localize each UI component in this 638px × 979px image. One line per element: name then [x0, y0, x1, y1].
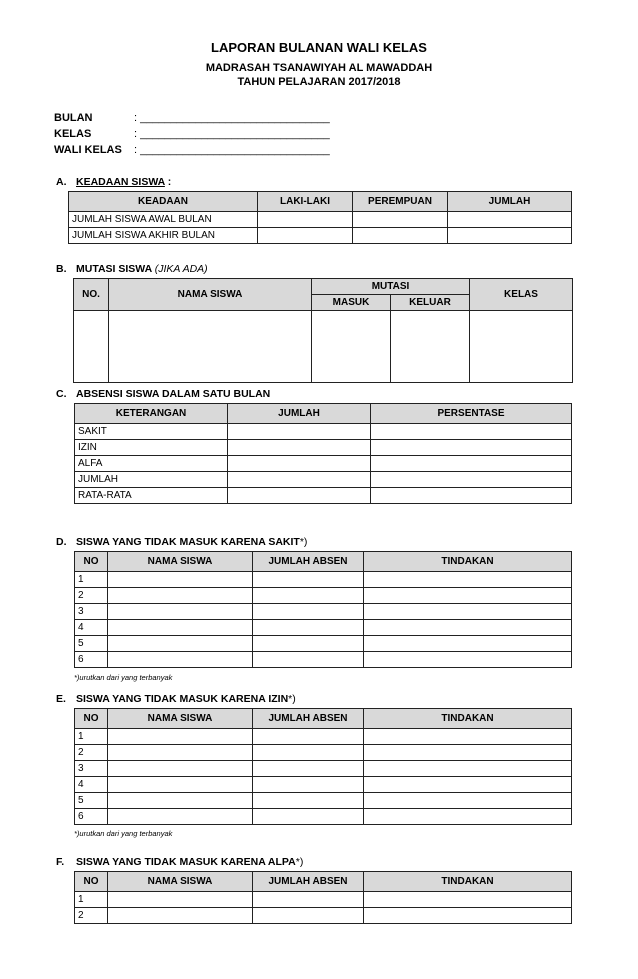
absensi-siswa-table — [74, 403, 572, 504]
table-header-row — [74, 279, 573, 295]
table-cell[interactable] — [253, 652, 364, 668]
column-header: NO — [75, 552, 108, 572]
table-cell[interactable] — [253, 588, 364, 604]
section-heading: ABSENSI SISWA DALAM SATU BULAN — [76, 388, 271, 400]
table-cell[interactable] — [391, 311, 470, 383]
row-number: 1 — [75, 729, 108, 745]
table-cell[interactable] — [448, 212, 572, 228]
table-cell[interactable] — [364, 652, 572, 668]
table-cell[interactable] — [364, 620, 572, 636]
section-letter: D. — [56, 536, 67, 548]
sakit-table — [74, 551, 572, 668]
row-number: 1 — [75, 892, 108, 908]
table-cell[interactable] — [108, 588, 253, 604]
table-cell[interactable] — [108, 745, 253, 761]
info-wali-kelas — [54, 144, 330, 156]
column-header: NAMA SISWA — [108, 709, 253, 729]
table-cell[interactable] — [364, 777, 572, 793]
column-header: PEREMPUAN — [353, 192, 448, 212]
row-number: 6 — [75, 652, 108, 668]
table-row — [75, 472, 572, 488]
column-header: JUMLAH ABSEN — [253, 552, 364, 572]
table-cell[interactable] — [253, 604, 364, 620]
academic-year: TAHUN PELAJARAN 2017/2018 — [237, 76, 401, 88]
table-cell[interactable] — [353, 228, 448, 244]
section-letter: B. — [56, 263, 67, 275]
table-cell[interactable] — [253, 745, 364, 761]
table-cell[interactable] — [253, 572, 364, 588]
table-row — [75, 745, 572, 761]
school-name: MADRASAH TSANAWIYAH AL MAWADDAH — [205, 62, 433, 74]
row-number: 5 — [75, 636, 108, 652]
info-label: WALI KELAS — [54, 144, 122, 156]
table-cell[interactable] — [108, 620, 253, 636]
table-cell[interactable] — [364, 892, 572, 908]
mutasi-siswa-table — [73, 278, 573, 383]
table-cell[interactable] — [108, 908, 253, 924]
table-cell[interactable] — [253, 809, 364, 825]
table-cell[interactable] — [228, 456, 371, 472]
table-cell[interactable] — [371, 488, 572, 504]
table-cell[interactable] — [253, 620, 364, 636]
column-header: TINDAKAN — [364, 709, 572, 729]
table-cell[interactable] — [108, 892, 253, 908]
table-cell[interactable] — [364, 809, 572, 825]
column-header: NO. — [74, 279, 109, 311]
table-row — [75, 793, 572, 809]
section-heading: SISWA YANG TIDAK MASUK KARENA ALPA — [76, 856, 296, 868]
info-label: KELAS — [54, 128, 92, 140]
row-label: SAKIT — [75, 424, 228, 440]
row-number: 4 — [75, 620, 108, 636]
section-note: (JIKA ADA) — [154, 263, 208, 275]
section-letter: E. — [56, 693, 66, 705]
column-header: NAMA SISWA — [108, 552, 253, 572]
column-header: TINDAKAN — [364, 552, 572, 572]
table-cell[interactable] — [364, 604, 572, 620]
section-letter: C. — [56, 388, 67, 400]
row-number: 3 — [75, 604, 108, 620]
table-cell[interactable] — [228, 488, 371, 504]
table-cell[interactable] — [108, 777, 253, 793]
info-label: BULAN — [54, 112, 93, 124]
row-number: 2 — [75, 908, 108, 924]
table-cell[interactable] — [258, 228, 353, 244]
table-cell[interactable] — [108, 604, 253, 620]
table-row — [74, 311, 573, 383]
section-e-title — [56, 693, 296, 705]
info-value: : _______________________________ — [134, 128, 330, 140]
column-header: MUTASI — [312, 279, 470, 295]
table-row — [75, 777, 572, 793]
row-number: 5 — [75, 793, 108, 809]
section-f-title — [56, 856, 303, 868]
table-cell[interactable] — [364, 908, 572, 924]
table-row — [75, 892, 572, 908]
table-cell[interactable] — [108, 761, 253, 777]
table-cell[interactable] — [253, 793, 364, 809]
table-cell[interactable] — [371, 456, 572, 472]
column-header: JUMLAH — [448, 192, 572, 212]
section-suffix: : — [164, 176, 172, 188]
table-cell[interactable] — [312, 311, 391, 383]
table-cell[interactable] — [371, 424, 572, 440]
table-cell[interactable] — [253, 777, 364, 793]
table-cell[interactable] — [109, 311, 312, 383]
table-header-row — [75, 872, 572, 892]
table-cell[interactable] — [253, 908, 364, 924]
table-header-row — [69, 192, 572, 212]
report-title: LAPORAN BULANAN WALI KELAS — [211, 40, 427, 55]
table-cell[interactable] — [253, 892, 364, 908]
info-value: : _______________________________ — [134, 112, 330, 124]
table-row — [75, 440, 572, 456]
column-header: NAMA SISWA — [108, 872, 253, 892]
table-cell[interactable] — [353, 212, 448, 228]
table-row — [75, 809, 572, 825]
section-heading: MUTASI SISWA — [76, 263, 152, 275]
table-row — [69, 228, 572, 244]
row-label: JUMLAH SISWA AWAL BULAN — [69, 212, 258, 228]
table-cell[interactable] — [253, 729, 364, 745]
column-header: JUMLAH ABSEN — [253, 709, 364, 729]
section-a-title — [56, 176, 171, 188]
section-letter: A. — [56, 176, 67, 188]
table-cell[interactable] — [258, 212, 353, 228]
section-b-title — [56, 263, 208, 275]
column-header: JUMLAH ABSEN — [253, 872, 364, 892]
table-cell[interactable] — [364, 761, 572, 777]
row-number: 2 — [75, 588, 108, 604]
table-cell[interactable] — [364, 588, 572, 604]
footnote: *)urutkan dari yang terbanyak — [74, 829, 173, 838]
section-letter: F. — [56, 856, 65, 868]
table-cell[interactable] — [364, 729, 572, 745]
table-cell[interactable] — [448, 228, 572, 244]
section-d-title — [56, 536, 307, 548]
row-label: RATA-RATA — [75, 488, 228, 504]
alpa-table — [74, 871, 572, 924]
table-cell[interactable] — [364, 793, 572, 809]
table-row — [75, 588, 572, 604]
table-row — [75, 488, 572, 504]
row-label: JUMLAH — [75, 472, 228, 488]
footnote-mark: *) — [295, 856, 304, 868]
keadaan-siswa-table — [68, 191, 572, 244]
table-cell[interactable] — [470, 311, 573, 383]
table-cell[interactable] — [253, 636, 364, 652]
table-cell[interactable] — [108, 572, 253, 588]
row-number: 1 — [75, 572, 108, 588]
footnote-mark: *) — [299, 536, 308, 548]
table-cell[interactable] — [228, 440, 371, 456]
row-number: 2 — [75, 745, 108, 761]
row-number: 6 — [75, 809, 108, 825]
table-cell[interactable] — [74, 311, 109, 383]
table-cell[interactable] — [108, 652, 253, 668]
column-header: KELUAR — [391, 295, 470, 311]
table-cell[interactable] — [364, 572, 572, 588]
table-row — [75, 761, 572, 777]
table-cell[interactable] — [253, 761, 364, 777]
column-header: PERSENTASE — [371, 404, 572, 424]
section-c-title — [56, 388, 270, 400]
table-row — [69, 212, 572, 228]
column-header: MASUK — [312, 295, 391, 311]
table-row — [75, 729, 572, 745]
row-number: 4 — [75, 777, 108, 793]
column-header: NO — [75, 872, 108, 892]
column-header: KETERANGAN — [75, 404, 228, 424]
table-header-row — [75, 404, 572, 424]
table-row — [75, 424, 572, 440]
table-cell[interactable] — [108, 793, 253, 809]
row-label: ALFA — [75, 456, 228, 472]
table-row — [75, 604, 572, 620]
section-heading: KEADAAN SISWA — [76, 176, 165, 188]
table-row — [75, 572, 572, 588]
column-header: NO — [75, 709, 108, 729]
info-bulan — [54, 112, 330, 124]
table-header-row — [75, 709, 572, 729]
table-cell[interactable] — [108, 636, 253, 652]
table-cell[interactable] — [228, 472, 371, 488]
table-row — [75, 620, 572, 636]
column-header: JUMLAH — [228, 404, 371, 424]
row-label: JUMLAH SISWA AKHIR BULAN — [69, 228, 258, 244]
table-header-row — [75, 552, 572, 572]
table-row — [75, 908, 572, 924]
info-value: : _______________________________ — [134, 144, 330, 156]
footnote-mark: *) — [288, 693, 296, 705]
column-header: KEADAAN — [69, 192, 258, 212]
table-cell[interactable] — [364, 745, 572, 761]
footnote: *)urutkan dari yang terbanyak — [74, 673, 173, 682]
info-kelas — [54, 128, 330, 140]
column-header: LAKI-LAKI — [258, 192, 353, 212]
table-cell[interactable] — [108, 809, 253, 825]
table-cell[interactable] — [228, 424, 371, 440]
column-header: TINDAKAN — [364, 872, 572, 892]
table-row — [75, 456, 572, 472]
column-header: KELAS — [470, 279, 573, 311]
row-number: 3 — [75, 761, 108, 777]
izin-table — [74, 708, 572, 825]
table-cell[interactable] — [364, 636, 572, 652]
section-heading: SISWA YANG TIDAK MASUK KARENA IZIN — [76, 693, 289, 705]
table-row — [75, 652, 572, 668]
table-cell[interactable] — [371, 440, 572, 456]
row-label: IZIN — [75, 440, 228, 456]
section-heading: SISWA YANG TIDAK MASUK KARENA SAKIT — [76, 536, 300, 548]
table-cell[interactable] — [371, 472, 572, 488]
table-cell[interactable] — [108, 729, 253, 745]
table-row — [75, 636, 572, 652]
column-header: NAMA SISWA — [109, 279, 312, 311]
